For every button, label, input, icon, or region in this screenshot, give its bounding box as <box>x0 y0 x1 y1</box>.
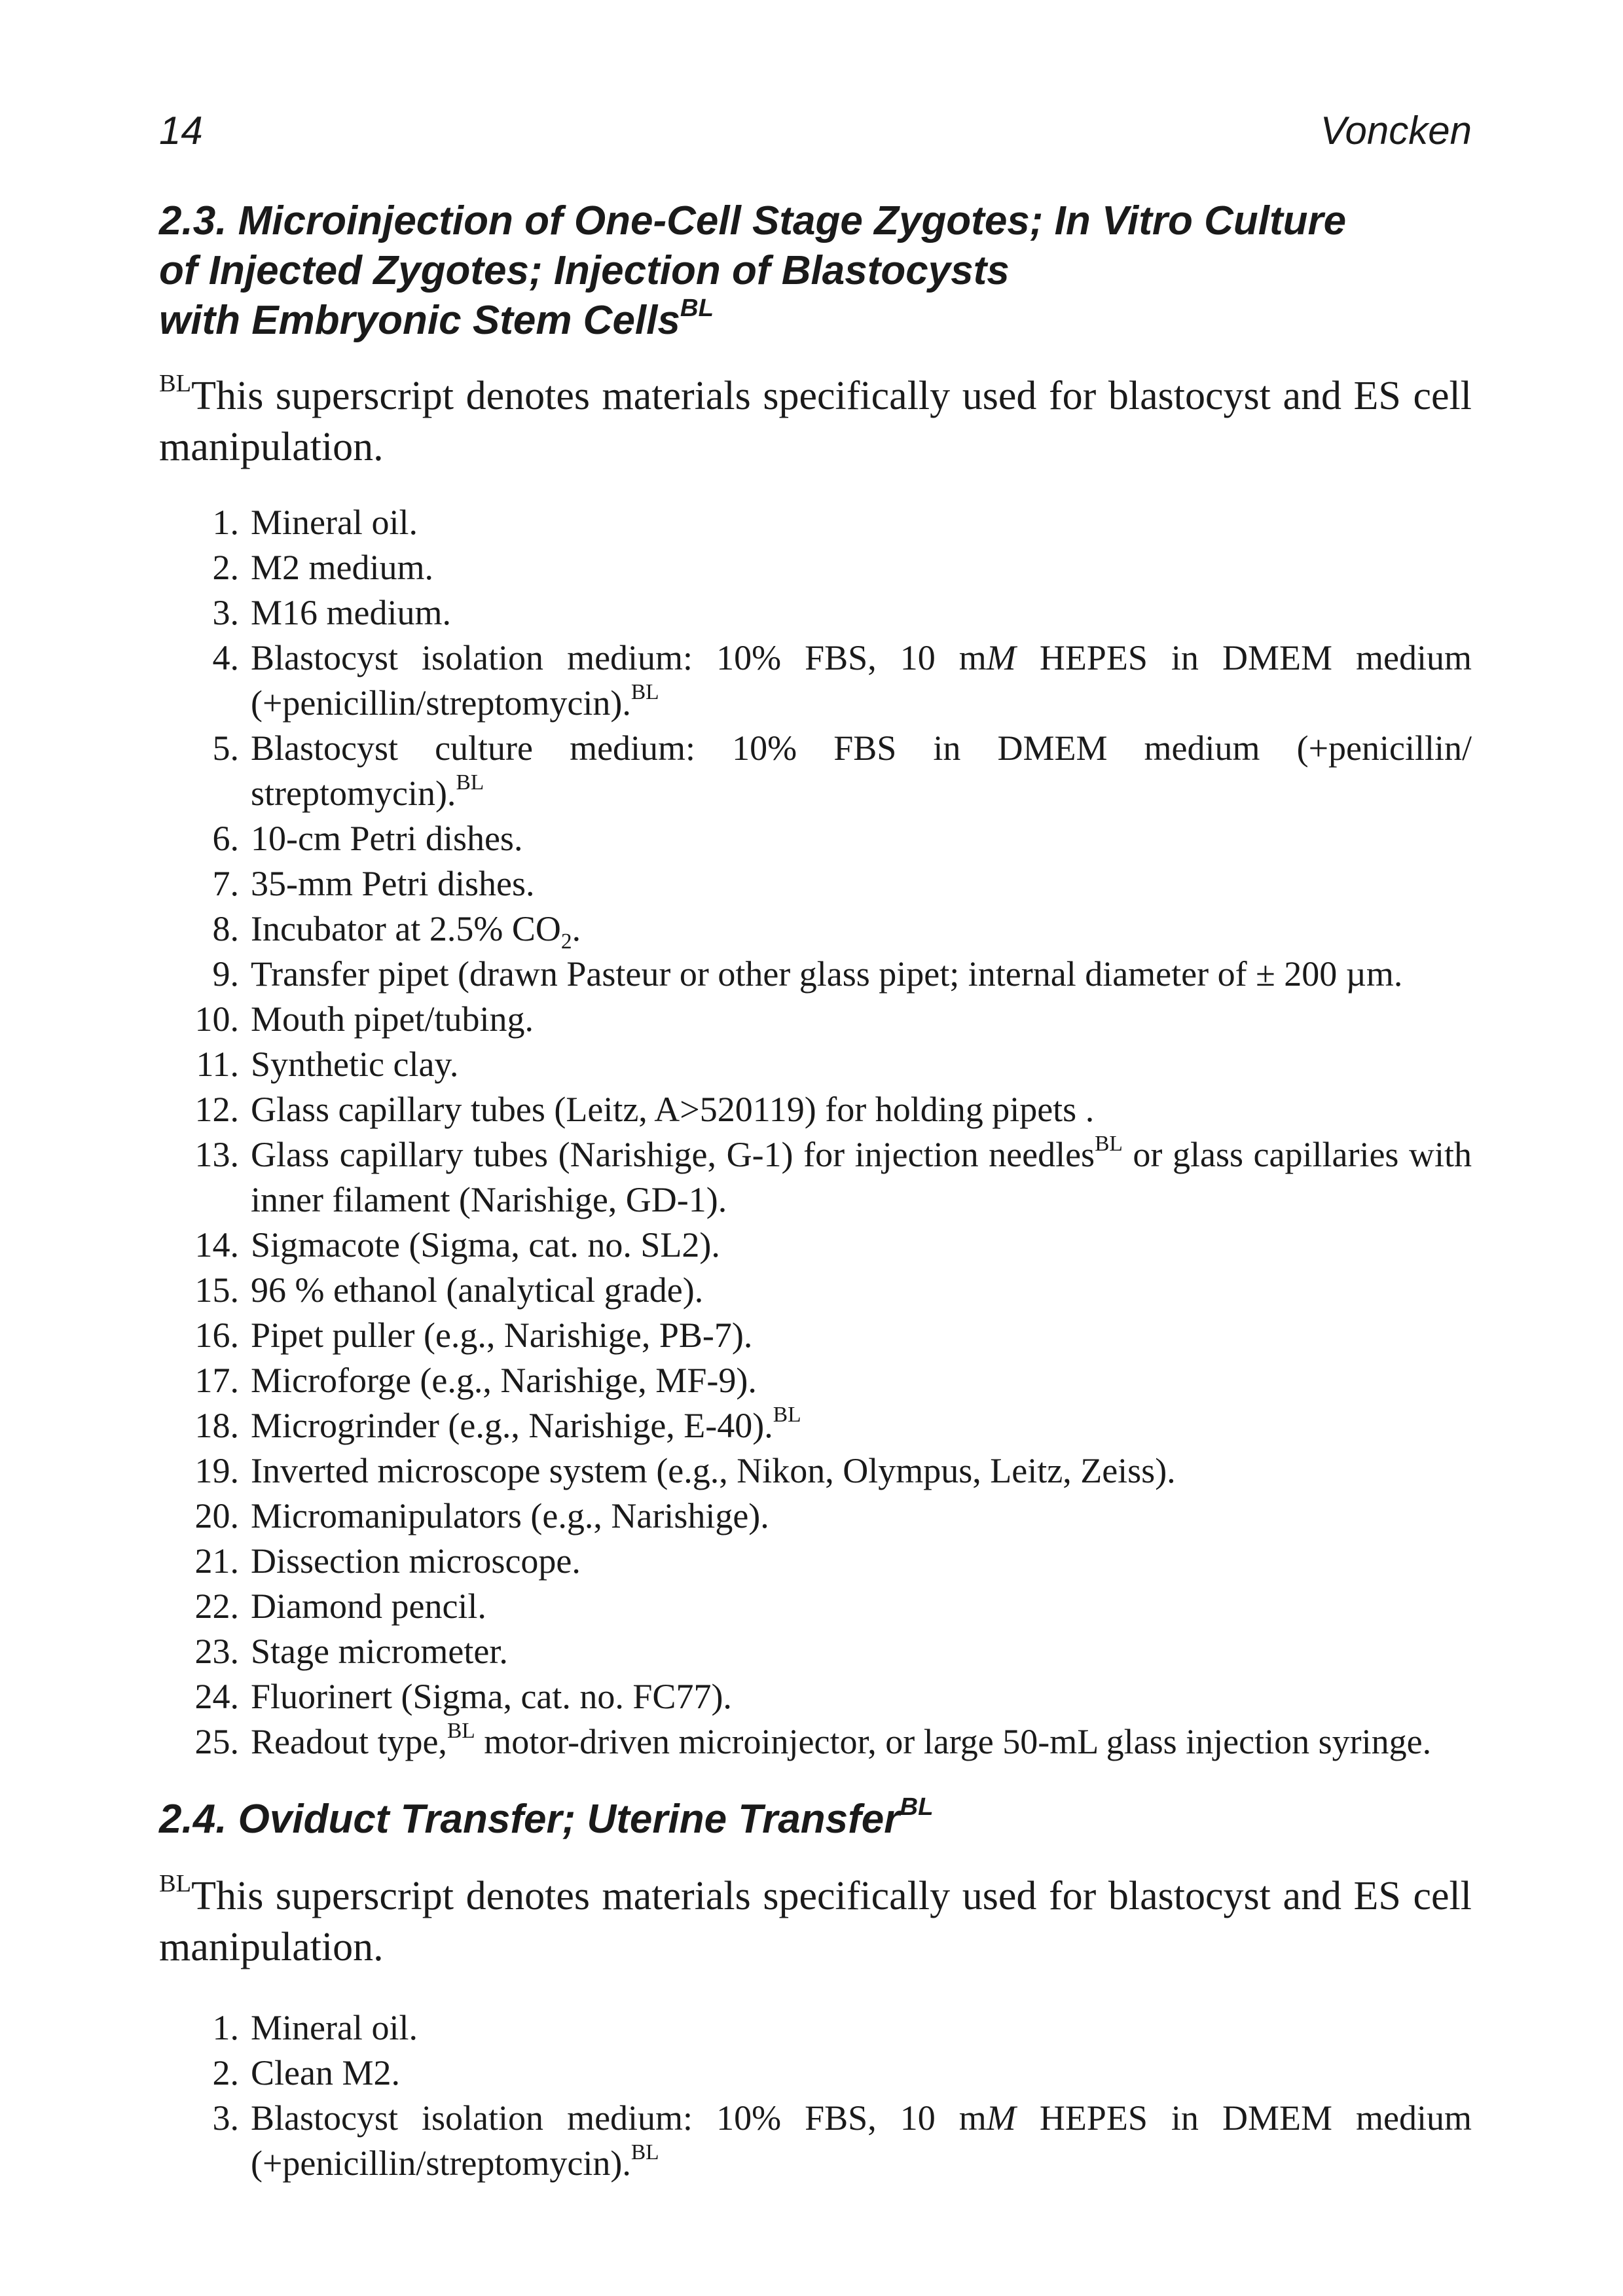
list-item: 1. Mineral oil. <box>212 2008 418 2047</box>
list-item: 13. Glass capillary tubes (Narishige, G-1) for injection needles$^{BL}$ or glass capillaries with inner filament (Narishige, GD-1). <box>194 1131 1472 1219</box>
list-item: 10. Mouth pipet/tubing. <box>194 999 534 1039</box>
section-2-3-title-line-2: of Injected Zygotes; Injection of Blastocysts <box>159 248 1010 293</box>
list-item: 23. Stage micrometer. <box>194 1632 508 1671</box>
section-2-3-title-superscript: BL <box>680 293 714 322</box>
bl-superscript: BL <box>773 1402 801 1427</box>
list-item: 2. Clean M2. <box>212 2053 400 2092</box>
list-item: 16. Pipet puller (e.g., Narishige, PB-7). <box>194 1316 753 1355</box>
section-2-3-title-line-3-text: with Embryonic Stem Cells <box>159 298 680 343</box>
list-item: 3. Blastocyst isolation medium: 10% FBS, 10 mM HEPES in DMEM medium (+penicillin/streptomycin).$^{BL}$ <box>212 2098 1472 2183</box>
list-item: 24. Fluorinert (Sigma, cat. no. FC77). <box>194 1677 732 1716</box>
note-superscript: BL <box>159 1869 192 1897</box>
list-item: 22. Diamond pencil. <box>194 1587 486 1626</box>
list-item: 25. Readout type,$^{BL}$ motor-driven microinjector, or large 50-mL glass injection syringe. <box>194 1718 1432 1761</box>
section-2-3-note <box>159 370 1472 473</box>
page <box>159 105 1472 2186</box>
list-item: 5. Blastocyst culture medium: 10% FBS in DMEM medium (+penicillin/ streptomycin).$^{BL}$ <box>212 728 1472 813</box>
note-text: This superscript denotes materials specifically used for blastocyst and ES cell manipulation. <box>159 1874 1472 1969</box>
co2-subscript: 2 <box>560 929 572 954</box>
bl-superscript: BL <box>447 1718 475 1743</box>
note-superscript: BL <box>159 369 192 397</box>
section-2-4-note <box>159 1871 1472 1973</box>
section-2-4-materials-list <box>159 2005 1472 2186</box>
section-2-4-title <box>159 1792 1472 1844</box>
list-item: 7. 35-mm Petri dishes. <box>212 864 535 903</box>
list-item: 21. Dissection microscope. <box>194 1541 581 1581</box>
section-2-4-title-superscript: BL <box>900 1792 934 1821</box>
list-item: 4. Blastocyst isolation medium: 10% FBS, 10 mM HEPES in DMEM medium (+penicillin/streptomycin).$^{BL}$ <box>212 638 1472 723</box>
section-2-4-title-text: 2.4. Oviduct Transfer; Uterine Transfer <box>159 1797 900 1842</box>
list-item: 6. 10-cm Petri dishes. <box>212 819 523 858</box>
list-item: 18. Microgrinder (e.g., Narishige, E-40).$^{BL}$ <box>194 1402 801 1445</box>
note-text: This superscript denotes materials specifically used for blastocyst and ES cell manipulation. <box>159 374 1472 469</box>
author-name: Voncken <box>1320 109 1472 152</box>
list-item: 8. Incubator at 2.5% $CO_2$. <box>212 909 581 954</box>
page-number: 14 <box>159 109 203 152</box>
list-item: 9. Transfer pipet (drawn Pasteur or other glass pipet; internal diameter of ± 200 µm. <box>212 954 1403 994</box>
running-head <box>159 105 1472 157</box>
bl-superscript: BL <box>630 2140 659 2164</box>
list-item: 20. Micromanipulators (e.g., Narishige). <box>194 1496 769 1535</box>
section-2-3-title <box>159 196 1472 346</box>
list-item: 3. M16 medium. <box>212 593 451 632</box>
list-item: 12. Glass capillary tubes (Leitz, A>520119) for holding pipets . <box>194 1090 1095 1129</box>
list-item: 17. Microforge (e.g., Narishige, MF-9). <box>194 1361 757 1400</box>
section-2-3-title-line-1: 2.3. Microinjection of One-Cell Stage Zygotes; In Vitro Culture <box>159 198 1347 243</box>
list-item: 1. Mineral oil. <box>212 503 418 542</box>
list-item: 2. M2 medium. <box>212 548 433 587</box>
section-2-3-title-line-3 <box>159 293 1472 346</box>
section-2-3-materials-list <box>159 500 1472 1765</box>
bl-superscript: BL <box>456 770 484 795</box>
list-item: 15. 96 % ethanol (analytical grade). <box>194 1270 704 1310</box>
list-item: 19. Inverted microscope system (e.g., Nikon, Olympus, Leitz, Zeiss). <box>194 1451 1176 1490</box>
bl-superscript: BL <box>1095 1131 1123 1156</box>
list-item: 11. Synthetic clay. <box>196 1045 459 1084</box>
list-item: 14. Sigmacote (Sigma, cat. no. SL2). <box>194 1225 720 1265</box>
bl-superscript: BL <box>630 679 659 704</box>
